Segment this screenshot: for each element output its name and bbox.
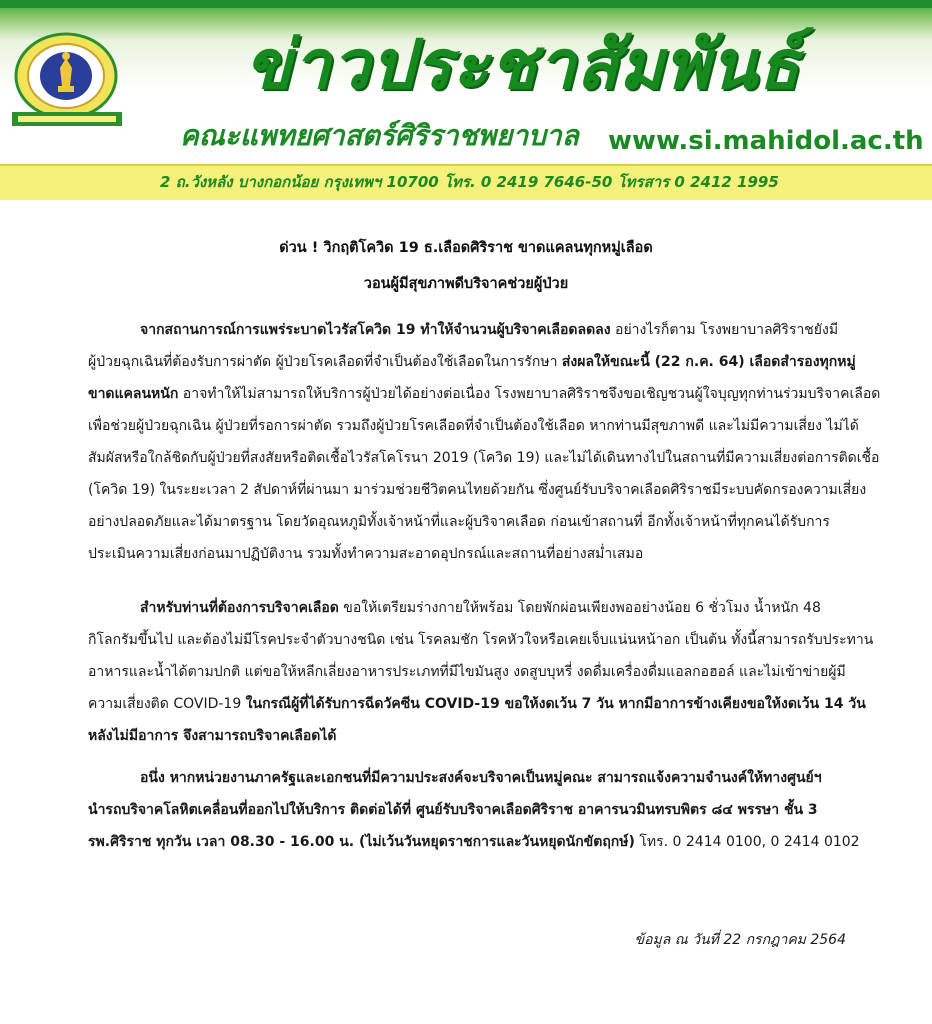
para1-line-3-rest: อาจทำให้ไม่สามารถให้บริการผู้ป่วยได้อย่างต่อเนื่อง โรงพยาบาลศิริราชจึงขอเชิญชวนผู้ใจบุญทุกท่านร่วมบริจาคเลือด <box>178 386 881 402</box>
para2-line-4-a: ความเสี่ยงติด COVID-19 <box>88 696 246 712</box>
masthead-subtitle: คณะแพทยศาสตร์ศิริราชพยาบาล <box>180 119 579 152</box>
paragraph-2 <box>88 592 874 752</box>
masthead-website[interactable]: www.si.mahidol.ac.th <box>608 126 924 156</box>
masthead-top-band <box>0 0 932 8</box>
para2-line-1-rest: ขอให้เตรียมร่างกายให้พร้อม โดยพักผ่อนเพียงพออย่างน้อย 6 ชั่วโมง น้ำหนัก 48 <box>338 600 821 616</box>
para1-line-1-rest: อย่างไรก็ตาม โรงพยาบาลศิริราชยังมี <box>610 322 839 338</box>
para1-line-6: (โควิด 19) ในระยะเวลา 2 สัปดาห์ที่ผ่านมา มาร่วมช่วยชีวิตคนไทยด้วยกัน ซึ่งศูนย์รับบริจาคเลือดศิริราชมีระบบคัดกรองความเสี่ยง <box>88 482 867 498</box>
para1-lead: จากสถานการณ์การแพร่ระบาดไวรัสโควิด 19 ทำให้จำนวนผู้บริจาคเลือดลดลง <box>140 322 611 338</box>
para2-line-2: กิโลกรัมขึ้นไป และต้องไม่มีโรคประจำตัวบางชนิด เช่น โรคลมชัก โรคหัวใจหรือเคยเจ็บแน่นหน้าอก เป็นต้น ทั้งนี้สามารถรับประทาน <box>88 632 874 648</box>
masthead-title: ข่าวประชาสัมพันธ์ <box>245 26 801 105</box>
para1-line-7: อย่างปลอดภัยและได้มาตรฐาน โดยวัดอุณหภูมิทั้งเจ้าหน้าที่และผู้บริจาคเลือด ก่อนเข้าสถานที่ อีกทั้งเจ้าหน้าที่ทุกคนได้รับการ <box>88 514 830 530</box>
paragraph-1 <box>88 314 881 570</box>
para2-lead: สำหรับท่านที่ต้องการบริจาคเลือด <box>140 600 339 616</box>
paragraph-3 <box>88 762 860 858</box>
para1-line-5: สัมผัสหรือใกล้ชิดกับผู้ป่วยที่สงสัยหรือติดเชื้อไวรัสโคโรนา 2019 (โควิด 19) และไม่ได้เดินทางไปในสถานที่มีความเสี่ยงต่อการติดเชื้อ <box>88 450 880 466</box>
para2-line-4 <box>88 688 866 720</box>
headline-line-1: ด่วน ! วิกฤติโควิด 19 ธ.เลือดศิริราช ขาดแคลนทุกหมู่เลือด <box>279 240 653 256</box>
para1-line-2 <box>88 346 856 378</box>
para1-line-8: ประเมินความเสี่ยงก่อนมาปฏิบัติงาน รวมทั้งทำความสะอาดอุปกรณ์และสถานที่อย่างสม่ำเสมอ <box>88 546 644 562</box>
para1-line-1 <box>88 314 848 346</box>
para1-line-3 <box>88 378 881 410</box>
para3-line-2: นำรถบริจาคโลหิตเคลื่อนที่ออกไปให้บริการ ติดต่อได้ที่ ศูนย์รับบริจาคเลือดศิริราช อาคารนวมินทรบพิตร ๘๔ พรรษา ชั้น 3 <box>88 802 818 818</box>
address-text: 2 ถ.วังหลัง บางกอกน้อย กรุงเทพฯ 10700 โทร. 0 2419 7646-50 โทรสาร 0 2412 1995 <box>160 173 779 191</box>
address-bar <box>0 164 932 200</box>
para3-line-3-bold: รพ.ศิริราช ทุกวัน เวลา 08.30 - 16.00 น. (ไม่เว้นวันหยุดราชการและวันหยุดนักขัตฤกษ์) <box>88 834 635 850</box>
masthead <box>0 0 932 164</box>
date-note: ข้อมูล ณ วันที่ 22 กรกฎาคม 2564 <box>634 932 846 948</box>
para2-line-4-bold: ในกรณีผู้ที่ได้รับการฉีดวัคซีน COVID-19 ขอให้งดเว้น 7 วัน หากมีอาการข้างเคียงขอให้งดเว้น 14 วัน <box>245 696 866 712</box>
para3-line-3 <box>88 826 860 858</box>
para2-line-1 <box>88 592 848 624</box>
para1-line-2-bold: ส่งผลให้ขณะนี้ (22 ก.ค. 64) เลือดสำรองทุกหมู่ <box>561 354 856 370</box>
para2-line-3: อาหารและน้ำได้ตามปกติ แต่ขอให้หลีกเลี่ยงอาหารประเภทที่มีไขมันสูง งดสูบบุหรี่ งดดื่มเครื่องดื่มแอลกอฮอล์ และไม่เข้าข่ายผู้มี <box>88 664 846 680</box>
headline-line-2: วอนผู้มีสุขภาพดีบริจาคช่วยผู้ป่วย <box>363 276 569 292</box>
para2-line-5: หลังไม่มีอาการ จึงสามารถบริจาคเลือดได้ <box>88 728 337 744</box>
para1-line-3-bold: ขาดแคลนหนัก <box>88 386 179 402</box>
para1-line-4: เพื่อช่วยผู้ป่วยฉุกเฉิน ผู้ป่วยที่รอการผ่าตัด รวมถึงผู้ป่วยโรคเลือดที่จำเป็นต้องใช้เลือด หากท่านมีสุขภาพดี และไม่มีความเสี่ยง ไม่ได้ <box>88 418 859 434</box>
para3-line-1: อนึ่ง หากหน่วยงานภาครัฐและเอกชนที่มีความประสงค์จะบริจาคเป็นหมู่คณะ สามารถแจ้งความจำนงค์ให้ทางศูนย์ฯ <box>140 770 822 786</box>
para1-line-2-a: ผู้ป่วยฉุกเฉินที่ต้องรับการผ่าตัด ผู้ป่วยโรคเลือดที่จำเป็นต้องใช้เลือดในการรักษา <box>88 354 562 370</box>
siriraj-seal-icon <box>8 28 126 128</box>
para3-line-3-rest: โทร. 0 2414 0100, 0 2414 0102 <box>634 834 860 850</box>
